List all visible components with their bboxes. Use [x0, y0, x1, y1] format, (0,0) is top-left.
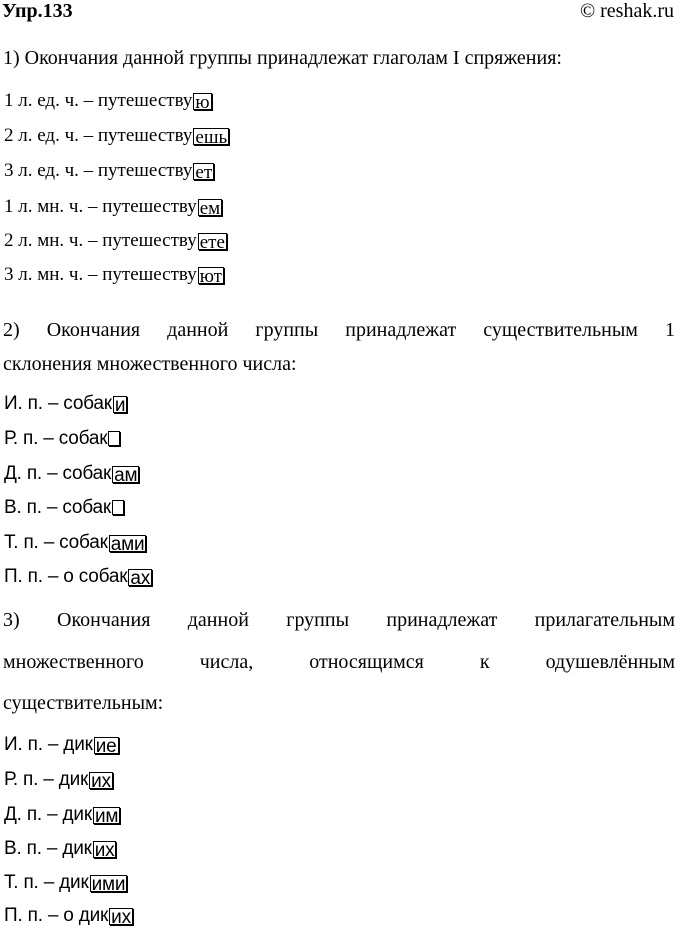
ending-box: ешь — [195, 127, 228, 148]
word-stem: 3 л. мн. ч. – путешеству — [4, 264, 197, 285]
section-3-heading-line-1: 3) Окончания данной группы принадлежат прилагательным — [3, 609, 675, 631]
ending-box: их — [111, 907, 131, 928]
word-stem: 1 л. мн. ч. – путешеству — [4, 196, 197, 217]
word-stem: В. п. – собак — [4, 497, 111, 518]
list-item — [4, 905, 133, 927]
word-stem: И. п. – дик — [4, 734, 93, 755]
word-stem: Т. п. – собак — [4, 532, 108, 553]
section-1-heading: 1) Окончания данной группы принадлежат глаголам I спряжения: — [3, 47, 562, 69]
word-stem: Д. п. – собак — [4, 463, 112, 484]
list-item — [4, 566, 152, 588]
ending-box: их — [91, 771, 111, 792]
word-stem: Р. п. – собак — [4, 428, 108, 449]
ending-box: ими — [91, 874, 126, 895]
word-stem: Т. п. – дик — [4, 872, 89, 893]
section-2-heading-line-2: склонения множественного числа: — [3, 353, 297, 375]
list-item — [4, 532, 146, 554]
list-item — [4, 804, 120, 826]
list-item — [4, 428, 120, 450]
ending-box: ем — [199, 198, 221, 219]
list-item — [4, 838, 116, 860]
ending-box: ют — [199, 266, 222, 287]
word-stem: Р. п. – дик — [4, 769, 89, 790]
list-item — [4, 196, 222, 218]
list-item — [4, 463, 139, 485]
list-item — [4, 125, 229, 147]
section-3-heading-line-3: существительным: — [3, 692, 164, 714]
word-stem: П. п. – о собак — [4, 566, 128, 587]
list-item — [4, 90, 212, 112]
word-stem: И. п. – собак — [4, 393, 112, 414]
list-item — [4, 872, 127, 894]
exercise-title: Упр.133 — [2, 0, 73, 22]
ending-box: ете — [199, 232, 225, 253]
list-item — [4, 393, 127, 415]
list-item — [4, 734, 119, 756]
ending-box: ах — [130, 568, 151, 589]
word-stem: 1 л. ед. ч. – путешеству — [4, 90, 193, 111]
word-stem: В. п. – дик — [4, 838, 92, 859]
section-2-heading-line-1: 2) Окончания данной группы принадлежат существительным 1 — [3, 319, 675, 341]
ending-box: ам — [114, 465, 138, 486]
list-item — [4, 264, 224, 286]
ending-box: ю — [195, 92, 210, 113]
word-stem: 3 л. ед. ч. – путешеству — [4, 160, 193, 181]
word-stem: П. п. – о дик — [4, 905, 109, 926]
word-stem: 2 л. ед. ч. – путешеству — [4, 125, 193, 146]
list-item — [4, 160, 214, 182]
ending-box: их — [94, 840, 115, 861]
list-item — [4, 230, 227, 252]
ending-box: им — [94, 806, 119, 827]
word-stem: 2 л. мн. ч. – путешеству — [4, 230, 197, 251]
section-3-heading-line-2: множественного числа, относящимся к одушевлённым — [3, 651, 675, 673]
ending-box: ие — [95, 736, 117, 757]
ending-box: ами — [110, 534, 145, 555]
list-item — [4, 497, 124, 519]
empty-ending-box — [108, 431, 120, 446]
site-credit: © reshak.ru — [579, 0, 674, 22]
list-item — [4, 769, 113, 791]
ending-box: ет — [195, 162, 213, 183]
word-stem: Д. п. – дик — [4, 804, 92, 825]
empty-ending-box — [112, 500, 124, 515]
ending-box: и — [114, 395, 126, 416]
